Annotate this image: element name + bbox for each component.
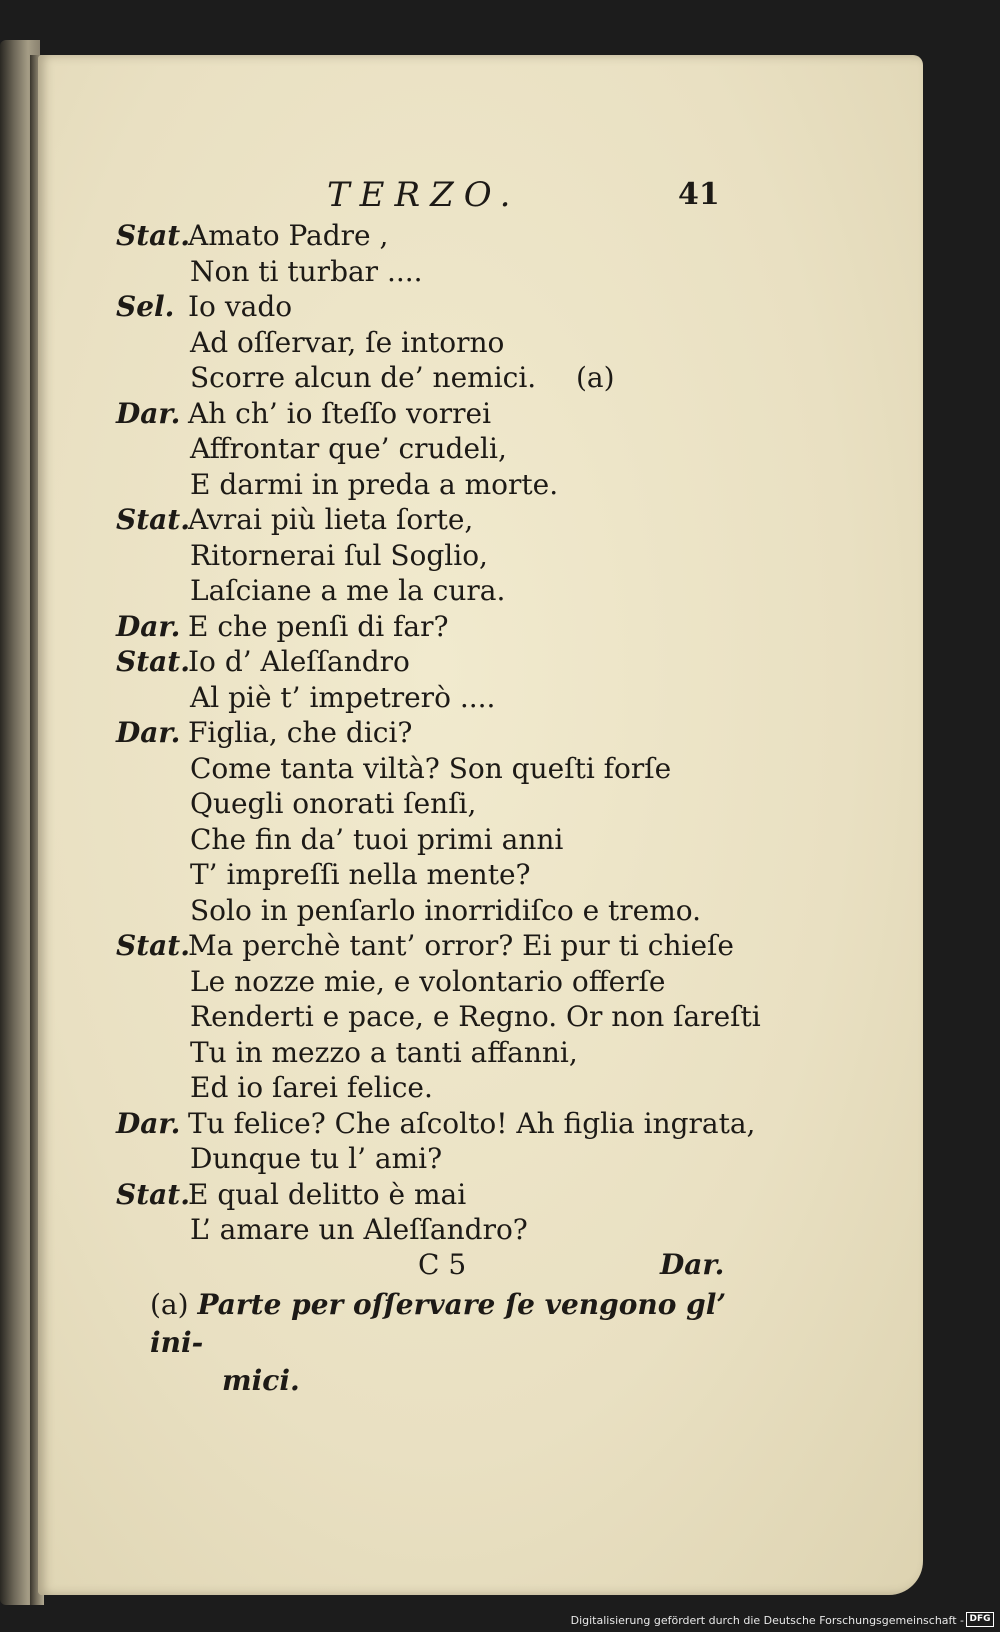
verse-text: Al piè t’ impetrerò ....	[190, 680, 496, 714]
verse-line	[116, 999, 776, 1035]
footnote-text-line-1: Parte per oſſervare ſe vengono gl’ ini-	[150, 1288, 727, 1359]
speaker-name: Dar.	[116, 396, 181, 430]
verse-line	[116, 1177, 776, 1213]
verse-text: Figlia, che dici?	[188, 716, 413, 749]
verse-line	[116, 502, 776, 538]
verse-text: Ma perchè tant’ orror? Ei pur ti chieſe	[188, 929, 734, 962]
dfg-logo: DFG	[966, 1612, 994, 1627]
verse-text: E qual delitto è mai	[188, 1177, 467, 1211]
speaker-name: Dar.	[116, 1106, 181, 1140]
verse-line	[116, 431, 776, 467]
dialogue-text	[116, 218, 776, 1248]
verse-text: Ed io ſarei felice.	[190, 1071, 433, 1104]
verse-text: Ad oſſervar, ſe intorno	[190, 325, 505, 359]
verse-text: Ritornerai ſul Soglio,	[190, 538, 488, 572]
verse-text: Come tanta viltà? Son queſti forſe	[190, 751, 672, 785]
running-head	[0, 175, 1000, 215]
verse-text: Avrai più lieta ſorte,	[188, 503, 474, 536]
verse-line	[116, 467, 776, 503]
verse-text: Amato Padre ,	[188, 219, 389, 252]
verse-text: Che fin da’ tuoi primi anni	[190, 822, 564, 856]
verse-line	[116, 893, 776, 929]
verse-line	[116, 964, 776, 1000]
verse-line	[116, 680, 776, 716]
verse-line	[116, 538, 776, 574]
verse-text: T’ impreſſi nella mente?	[190, 858, 531, 891]
verse-text: E che penſi di far?	[188, 609, 449, 643]
footnote-reference: (a)	[576, 361, 615, 394]
page-number: 41	[678, 177, 720, 212]
verse-line	[116, 786, 776, 822]
verse-line	[116, 254, 776, 290]
digitization-credit: Digitalisierung gefördert durch die Deutsche Forschungsgemeinschaft -	[570, 1614, 964, 1627]
page-footer	[0, 1248, 1000, 1288]
verse-line	[116, 396, 776, 432]
verse-text: L’ amare un Aleſſandro?	[190, 1213, 528, 1246]
verse-line	[116, 644, 776, 680]
verse-line	[116, 218, 776, 254]
verse-line	[116, 1070, 776, 1106]
verse-line	[116, 609, 776, 645]
verse-line	[116, 325, 776, 361]
signature-mark: C 5	[418, 1248, 467, 1281]
verse-text: Io d’ Aleſſandro	[188, 645, 410, 678]
catchword: Dar.	[660, 1248, 725, 1281]
speaker-name: Stat.	[116, 1177, 190, 1211]
speaker-name: Dar.	[116, 716, 181, 749]
verse-text: Ah ch’ io ſteſſo vorrei	[188, 396, 492, 430]
verse-text: Solo in penſarlo inorridiſco e tremo.	[190, 893, 702, 927]
speaker-name: Stat.	[116, 929, 190, 962]
verse-text: Renderti e pace, e Regno. Or non ſareſti	[190, 1000, 761, 1033]
verse-line	[116, 822, 776, 858]
verse-line	[116, 1035, 776, 1071]
verse-line	[116, 1106, 776, 1142]
verse-text: Affrontar que’ crudeli,	[190, 432, 507, 465]
verse-text: Tu in mezzo a tanti affanni,	[190, 1035, 578, 1069]
verse-line	[116, 751, 776, 787]
verse-line	[116, 1141, 776, 1177]
verse-text: Le nozze mie, e volontario offerſe	[190, 964, 666, 998]
footnote-marker: (a)	[150, 1288, 189, 1321]
speaker-name: Stat.	[116, 503, 190, 536]
verse-text: Tu felice? Che aſcolto! Ah figlia ingrata,	[188, 1106, 756, 1140]
verse-text: Dunque tu l’ ami?	[190, 1142, 443, 1175]
verse-text: Laſciane a me la cura.	[190, 574, 506, 607]
footnote	[150, 1286, 770, 1400]
speaker-name: Dar.	[116, 609, 181, 643]
verse-line	[116, 1212, 776, 1248]
verse-line	[116, 573, 776, 609]
speaker-name: Sel.	[116, 290, 175, 323]
verse-line	[116, 289, 776, 325]
speaker-name: Stat.	[116, 645, 190, 678]
verse-line	[116, 928, 776, 964]
verse-text: Io vado	[188, 290, 293, 323]
verse-line	[116, 715, 776, 751]
verse-line	[116, 857, 776, 893]
footnote-text-line-2: mici.	[222, 1364, 300, 1397]
page-title: TERZO.	[327, 175, 521, 215]
verse-text: Quegli onorati ſenſi,	[190, 787, 477, 820]
verse-text: Non ti turbar ....	[190, 254, 423, 288]
speaker-name: Stat.	[116, 219, 190, 252]
verse-text: E darmi in preda a morte.	[190, 467, 559, 501]
verse-text: Scorre alcun de’ nemici.	[190, 361, 537, 394]
verse-line	[116, 360, 776, 396]
